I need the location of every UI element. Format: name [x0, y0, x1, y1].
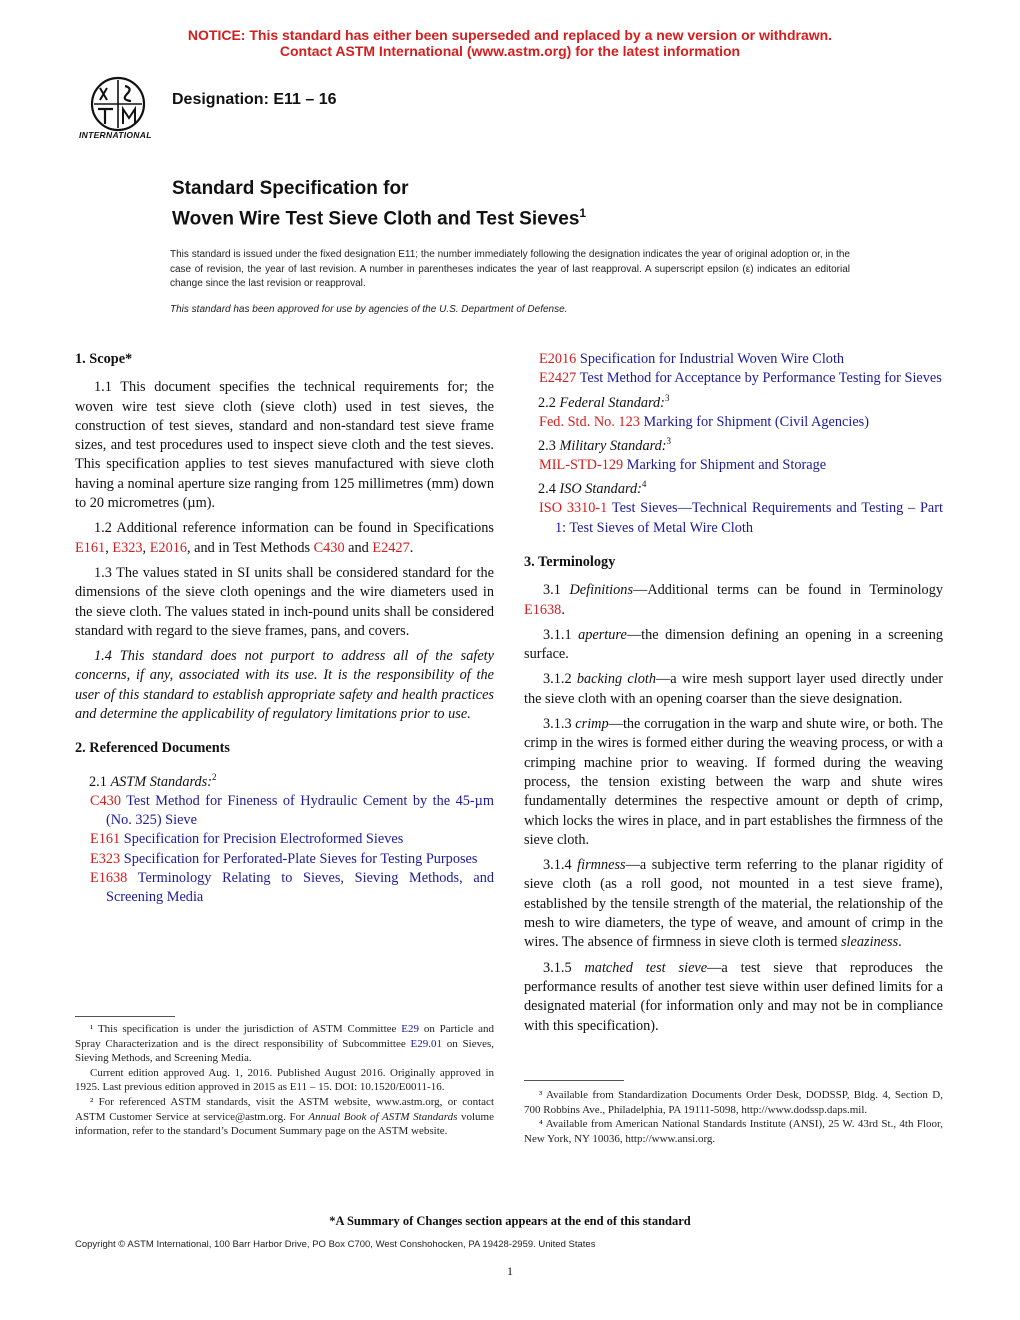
ref-code[interactable]: E2427	[539, 370, 577, 387]
ref-title[interactable]: Test Method for Acceptance by Performance Testing for Sieves	[576, 370, 942, 387]
ref-item-e323[interactable]	[75, 850, 494, 869]
paragraph-3-1	[524, 581, 943, 620]
astm-logo	[73, 76, 163, 144]
p12-text-d: .	[409, 539, 414, 556]
section-3-heading: 3. Terminology	[524, 553, 616, 570]
ref-link-e161[interactable]: E161	[75, 539, 106, 556]
right-column	[524, 350, 943, 1042]
title-line-2-text: Woven Wire Test Sieve Cloth and Test Sieves	[172, 208, 580, 230]
paragraph-3-1-4	[524, 856, 943, 952]
footnote-rule-left	[75, 1016, 175, 1017]
federal-num: 2.2	[538, 394, 560, 411]
designation: Designation: E11 – 16	[172, 91, 337, 108]
ref-title[interactable]: Marking for Shipment (Civil Agencies)	[639, 413, 870, 430]
p314-term: firmness	[577, 857, 626, 874]
copyright: Copyright © ASTM International, 100 Barr Harbor Drive, PO Box C700, West Conshohocken, PA 19428-2959. United States	[75, 1239, 596, 1250]
p311-text: —the dimension defining an opening in a screening surface.	[524, 626, 944, 663]
p314-end: .	[898, 934, 902, 951]
astm-footnote-marker: 2	[212, 771, 217, 782]
iso-num: 2.4	[538, 481, 560, 498]
paragraph-1-4: 1.4 This standard does not purport to address all of the safety concerns, if any, associated with its use. It is the responsibility of the user of this standard to establish appropriate safety and health practices and determine the applicability of regulatory limitations prior to use.	[75, 648, 494, 723]
section-2-heading: 2. Referenced Documents	[75, 740, 230, 757]
military-footnote-marker: 3	[666, 435, 672, 446]
ref-item-e2016[interactable]	[524, 350, 943, 369]
ref-item-e1638[interactable]	[75, 869, 494, 908]
paragraph-1-2	[75, 519, 494, 558]
paragraph-1-3: 1.3 The values stated in SI units shall be considered standard for the dimensions of the sieve cloth openings and the wire diameters used in the sieve cloth. The values stated in inch-pound units shall be considered standard with regard to the sieve frames, pans, and covers.	[75, 564, 494, 639]
p12-text-c: and	[344, 539, 373, 556]
fn1-text-c: on Sieves, Sieving Methods, and Screening Media.	[75, 1037, 494, 1065]
ref-code[interactable]: E161	[90, 831, 121, 848]
summary-of-changes-note: *A Summary of Changes section appears at the end of this standard	[329, 1214, 691, 1228]
fn1-text-b: on Particle and Spray Characterization and is the direct responsibility of Subcommittee	[75, 1023, 495, 1050]
ref-link-e2427[interactable]: E2427	[372, 539, 410, 556]
p12-sep-2: ,	[142, 539, 150, 556]
p315-text: —a test sieve that reproduces the performance results of another test sieve within user defined limits for a designated material (for information only and may not be in compliance with this specification).	[524, 959, 943, 1034]
p313-text: —the corrugation in the warp and shute wire, or both. The crimp in the wires is formed either during the weaving process, or with a crimping machine prior to weaving. If formed during the weaving process, the tension existing between the warp and shute wires fundamentally determines the respective amount or depth of crimp, which locks the wires in place, and in part establishes the firmness of the sieve cloth.	[524, 716, 943, 848]
ref-title[interactable]: Test Method for Fineness of Hydraulic Cement by the 45-µm (No. 325) Sieve	[106, 792, 494, 828]
approved-note: This standard has been approved for use by agencies of the U.S. Department of Defense.	[170, 304, 568, 315]
notice-line-1: NOTICE: This standard has either been superseded and replaced by a new version or withdrawn.	[187, 27, 833, 43]
astm-label-text: ASTM Standards:	[110, 773, 212, 790]
fn2-italic: Annual Book of ASTM Standards	[308, 1110, 458, 1123]
p315-term: matched test sieve	[584, 959, 708, 976]
p313-term: crimp	[575, 716, 609, 733]
iso-text: ISO Standard:	[559, 481, 642, 498]
p312-term: backing cloth	[576, 671, 656, 688]
p314-num: 3.1.4	[543, 857, 578, 874]
military-text: Military Standard:	[559, 437, 667, 454]
federal-footnote-marker: 3	[664, 392, 670, 403]
ref-title[interactable]: Marking for Shipment and Storage	[623, 457, 827, 474]
footnote-1-edition: Current edition approved Aug. 1, 2016. Published August 2016. Originally approved in 1925. Last previous edition approved in 2015 as E11 – 15. DOI: 10.1520/E0011-16.	[75, 1066, 494, 1094]
title-footnote-marker: 1	[579, 206, 587, 220]
ref-code[interactable]: ISO 3310-1	[539, 500, 608, 517]
p311-term: aperture	[578, 626, 627, 643]
p312-num: 3.1.2	[543, 671, 577, 688]
p31-text: —Additional terms can be found in Terminology	[633, 582, 943, 599]
p31-end: .	[561, 601, 565, 618]
ref-item-mil-std[interactable]	[524, 456, 943, 475]
document-title	[172, 176, 586, 231]
footnote-2	[75, 1095, 494, 1139]
p31-num: 3.1	[543, 582, 570, 599]
paragraph-3-1-1	[524, 626, 943, 665]
fn2-text-a: ² For referenced ASTM standards, visit the ASTM website, www.astm.org, or contact ASTM Customer Service at service@astm.org. For	[75, 1095, 494, 1123]
ref-item-fed-std[interactable]	[524, 413, 943, 432]
p313-num: 3.1.3	[543, 716, 576, 733]
ref-code[interactable]: MIL-STD-129	[539, 457, 624, 474]
fn1-link-e2901[interactable]: E29.01	[410, 1037, 442, 1050]
ref-title[interactable]: Specification for Perforated-Plate Sieves for Testing Purposes	[120, 850, 478, 867]
ref-item-iso[interactable]	[524, 499, 943, 538]
ref-link-c430[interactable]: C430	[313, 539, 345, 556]
astm-standards-label	[75, 768, 494, 792]
p314-sleaziness: sleaziness	[840, 934, 899, 951]
astm-label-num: 2.1	[89, 773, 111, 790]
ref-link-e323[interactable]: E323	[112, 539, 143, 556]
ref-link-e2016[interactable]: E2016	[149, 539, 188, 556]
p311-num: 3.1.1	[543, 626, 579, 643]
federal-standard-label	[524, 389, 943, 413]
left-column	[75, 350, 494, 907]
ref-code[interactable]: C430	[90, 792, 121, 809]
ref-link-e1638[interactable]: E1638	[524, 601, 562, 618]
ref-item-e161[interactable]	[75, 830, 494, 849]
footnotes-left	[75, 1022, 494, 1139]
federal-text: Federal Standard:	[559, 394, 665, 411]
notice-banner	[0, 27, 1020, 59]
paragraph-1-1: 1.1 This document specifies the technical requirements for; the woven wire test sieve cloth (sieve cloth) used in test sieves, the construction of test sieves, standard and non-standard test sieve frame sizes, and test procedures used to inspect sieve cloth and the test sieves. This specification applies to test sieves manufactured with sieve cloth having a nominal aperture size ranging from 125 millimetres (mm) down to 20 micrometres (µm).	[75, 379, 494, 512]
notice-line-2: Contact ASTM International (www.astm.org) for the latest information	[279, 43, 741, 59]
p312-text: —a wire mesh support layer used directly under the sieve cloth with an opening coarser than the sieve designation.	[524, 671, 944, 707]
footnotes-right	[524, 1088, 943, 1146]
title-line-1: Standard Specification for	[172, 178, 409, 199]
page-number: 1	[507, 1264, 513, 1278]
fn1-text-a: ¹ This specification is under the jurisdiction of ASTM Committee	[90, 1023, 402, 1035]
ref-code[interactable]: Fed. Std. No. 123	[539, 413, 640, 430]
ref-title[interactable]: Specification for Industrial Woven Wire Cloth	[576, 351, 845, 367]
footnote-3: ³ Available from Standardization Documents Order Desk, DODSSP, Bldg. 4, Section D, 700 Robbins Ave., Philadelphia, PA 19111-5098, http://www.dodssp.daps.mil.	[524, 1089, 943, 1116]
p12-sep-1: ,	[105, 539, 113, 556]
ref-title[interactable]: Terminology Relating to Sieves, Sieving Methods, and Screening Media	[106, 869, 494, 906]
ref-title[interactable]: Test Sieves—Technical Requirements and Testing – Part 1: Test Sieves of Metal Wire Cloth	[555, 500, 943, 536]
paragraph-3-1-5	[524, 959, 943, 1036]
title-line-2	[172, 201, 586, 231]
ref-code[interactable]: E323	[90, 850, 121, 867]
logo-international: INTERNATIONAL	[79, 130, 152, 140]
fn2-text-b: volume information, refer to the standard’s Document Summary page on the ASTM website.	[75, 1110, 494, 1138]
section-1-heading: 1. Scope*	[75, 351, 133, 367]
ref-item-c430[interactable]	[75, 792, 494, 831]
footnote-1	[75, 1022, 494, 1066]
ref-item-e2427[interactable]	[524, 369, 943, 388]
footnote-4: ⁴ Available from American National Standards Institute (ANSI), 25 W. 43rd St., 4th Floor, New York, NY 10036, http://www.ansi.org.	[524, 1118, 943, 1145]
p315-num: 3.1.5	[543, 959, 585, 976]
ref-code[interactable]: E2016	[539, 351, 577, 367]
issued-note: This standard is issued under the fixed designation E11; the number immediately following the designation indicates the year of original adoption or, in the case of revision, the year of last revision. A number in parentheses indicates the year of last reapproval. A superscript epsilon (ε) indicates an editorial change since the last revision or reapproval.	[170, 249, 850, 289]
fn1-link-e29[interactable]: E29	[401, 1023, 419, 1035]
ref-title[interactable]: Specification for Precision Electroformed Sieves	[120, 831, 404, 848]
paragraph-3-1-3	[524, 715, 943, 850]
p12-text-b: , and in Test Methods	[187, 539, 314, 556]
military-num: 2.3	[538, 437, 560, 454]
p31-term: Definitions	[569, 582, 634, 599]
ref-code[interactable]: E1638	[90, 869, 128, 886]
military-standard-label	[524, 432, 943, 456]
p314-text: —a subjective term referring to the planar rigidity of sieve cloth (as a roll good, not mounted in a test sieve frame), established by the tensile strength of the material, the relationship of the mesh to wire diameters, the type of weave, and amount of crimp in the wires. The absence of firmness in sieve cloth is termed	[524, 857, 944, 951]
paragraph-3-1-2	[524, 670, 943, 709]
iso-footnote-marker: 4	[641, 479, 647, 490]
iso-standard-label	[524, 475, 943, 499]
p12-text-a: 1.2 Additional reference information can be found in Specifications	[94, 520, 494, 537]
footnote-rule-right	[524, 1080, 624, 1081]
